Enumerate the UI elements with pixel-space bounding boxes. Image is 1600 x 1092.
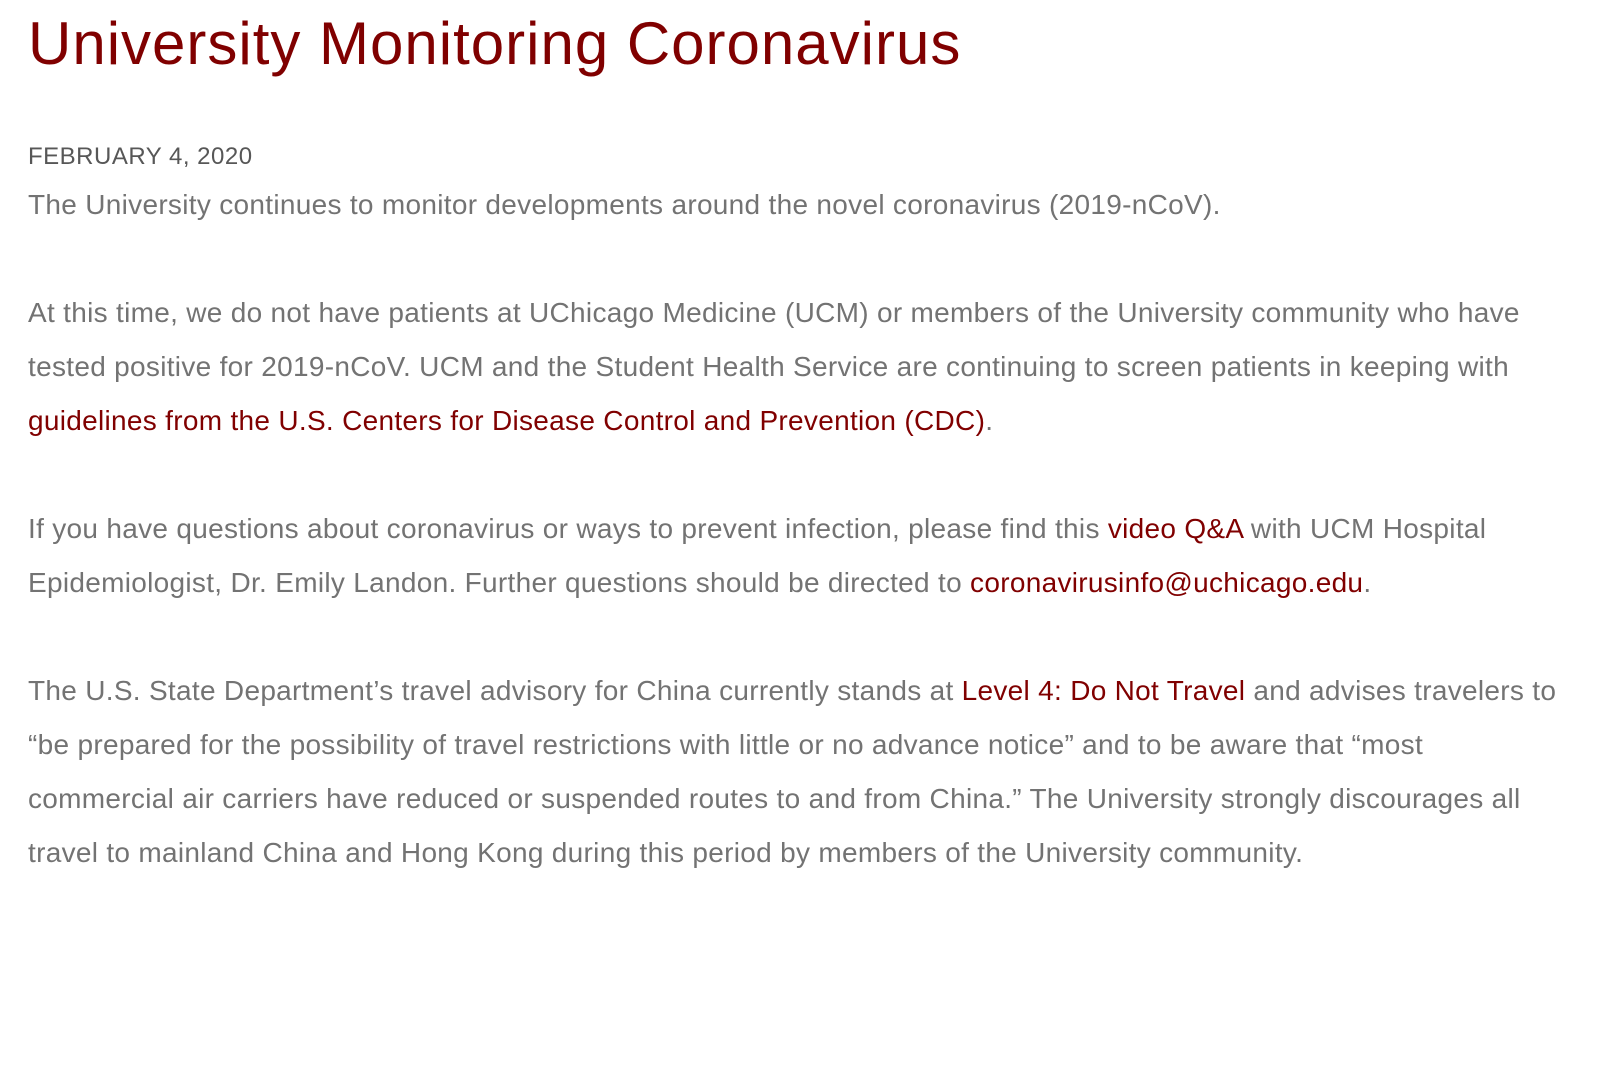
travel-advisory-link[interactable]: Level 4: Do Not Travel	[961, 675, 1246, 706]
page-title: University Monitoring Coronavirus	[28, 10, 962, 77]
paragraph-text: .	[1363, 567, 1372, 598]
paragraph-text: The U.S. State Department’s travel advisory for China currently stands at	[28, 675, 962, 706]
paragraph-questions	[28, 502, 1558, 610]
paragraph-text: At this time, we do not have patients at UChicago Medicine (UCM) or members of the University community who have tested positive for 2019-nCoV. UCM and the Student Health Service are continuing to screen patients in keeping with	[28, 297, 1520, 382]
cdc-guidelines-link[interactable]: guidelines from the U.S. Centers for Disease Control and Prevention (CDC)	[28, 405, 986, 436]
paragraph-travel-advisory	[28, 664, 1558, 880]
paragraph-text: and advises travelers to “be prepared for the possibility of travel restrictions with little or no advance notice” and to be aware that “most commercial air carriers have reduced or suspended routes to and from China.” The University strongly discourages all travel to mainland China and Hong Kong during this period by members of the University community.	[28, 675, 1557, 868]
video-qa-link[interactable]: video Q&A	[1107, 513, 1243, 544]
paragraph-screening	[28, 286, 1558, 448]
paragraph-text: with UCM Hospital Epidemiologist, Dr. Emily Landon. Further questions should be directed to	[28, 513, 1487, 598]
publish-date: FEBRUARY 4, 2020	[28, 143, 253, 170]
paragraph-text: .	[985, 405, 994, 436]
article	[28, 0, 1558, 880]
paragraph-text: If you have questions about coronavirus or ways to prevent infection, please find this	[28, 513, 1108, 544]
email-link[interactable]: coronavirusinfo@uchicago.edu	[970, 567, 1364, 598]
paragraph-intro: The University continues to monitor developments around the novel coronavirus (2019-nCoV).	[28, 189, 1221, 220]
